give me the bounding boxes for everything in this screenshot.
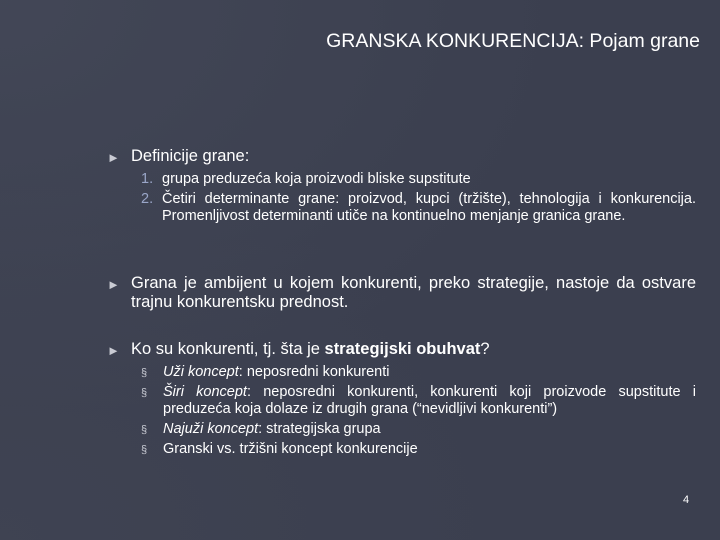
- list-item: [141, 441, 696, 458]
- list-item-text: grupa preduzeća koja proizvodi bliske supstitute: [162, 171, 471, 187]
- concept-text: Granski vs. tržišni koncept konkurencije: [163, 441, 418, 457]
- concept-text: : neposredni konkurenti, konkurenti koji proizvode supstitute i preduzeća koja dolaze iz drugih grana (“nevidljivi konkurenti”): [163, 384, 696, 417]
- concept-text: : strategijska grupa: [258, 421, 381, 437]
- page-number: 4: [683, 494, 690, 506]
- list-item: [141, 171, 696, 188]
- list-item: [141, 384, 696, 418]
- list-item: [141, 364, 696, 381]
- section-heading: Definicije grane:: [131, 147, 250, 165]
- bullet-arrow-icon: ►: [107, 277, 120, 292]
- section-grana: Grana je ambijent u kojem konkurenti, preko strategije, nastoje da ostvare trajnu konkurentsku prednost.: [131, 274, 696, 311]
- concept-name: Uži koncept: [163, 364, 239, 380]
- section-text: Ko su konkurenti, tj. šta je: [131, 340, 325, 358]
- square-bullet-icon: §: [141, 387, 148, 399]
- section-text-bold: strategijski obuhvat: [324, 340, 481, 358]
- square-bullet-icon: §: [141, 424, 148, 436]
- concept-text: : neposredni konkurenti: [238, 364, 390, 380]
- concept-name: Najuži koncept: [163, 421, 259, 437]
- square-bullet-icon: §: [141, 444, 148, 456]
- section-definicije: [131, 147, 696, 166]
- section-text-end: ?: [480, 340, 490, 358]
- list-number: 2.: [141, 191, 154, 207]
- list-item: [141, 421, 696, 438]
- list-item: [141, 191, 696, 225]
- concepts-list: [141, 364, 696, 458]
- concept-name: Širi koncept: [163, 384, 247, 400]
- section-konkurenti: [131, 340, 696, 359]
- bullet-arrow-icon: ►: [107, 150, 120, 165]
- slide-title: GRANSKA KONKURENCIJA: Pojam grane: [326, 30, 700, 52]
- square-bullet-icon: §: [141, 367, 148, 379]
- bullet-arrow-icon: ►: [107, 343, 120, 358]
- list-number: 1.: [141, 171, 154, 187]
- definitions-list: [141, 171, 696, 225]
- list-item-text: Četiri determinante grane: proizvod, kupci (tržište), tehnologija i konkurencija. Promenljivost determinanti utiče na kontinuelno menjanje granica grane.: [162, 191, 696, 224]
